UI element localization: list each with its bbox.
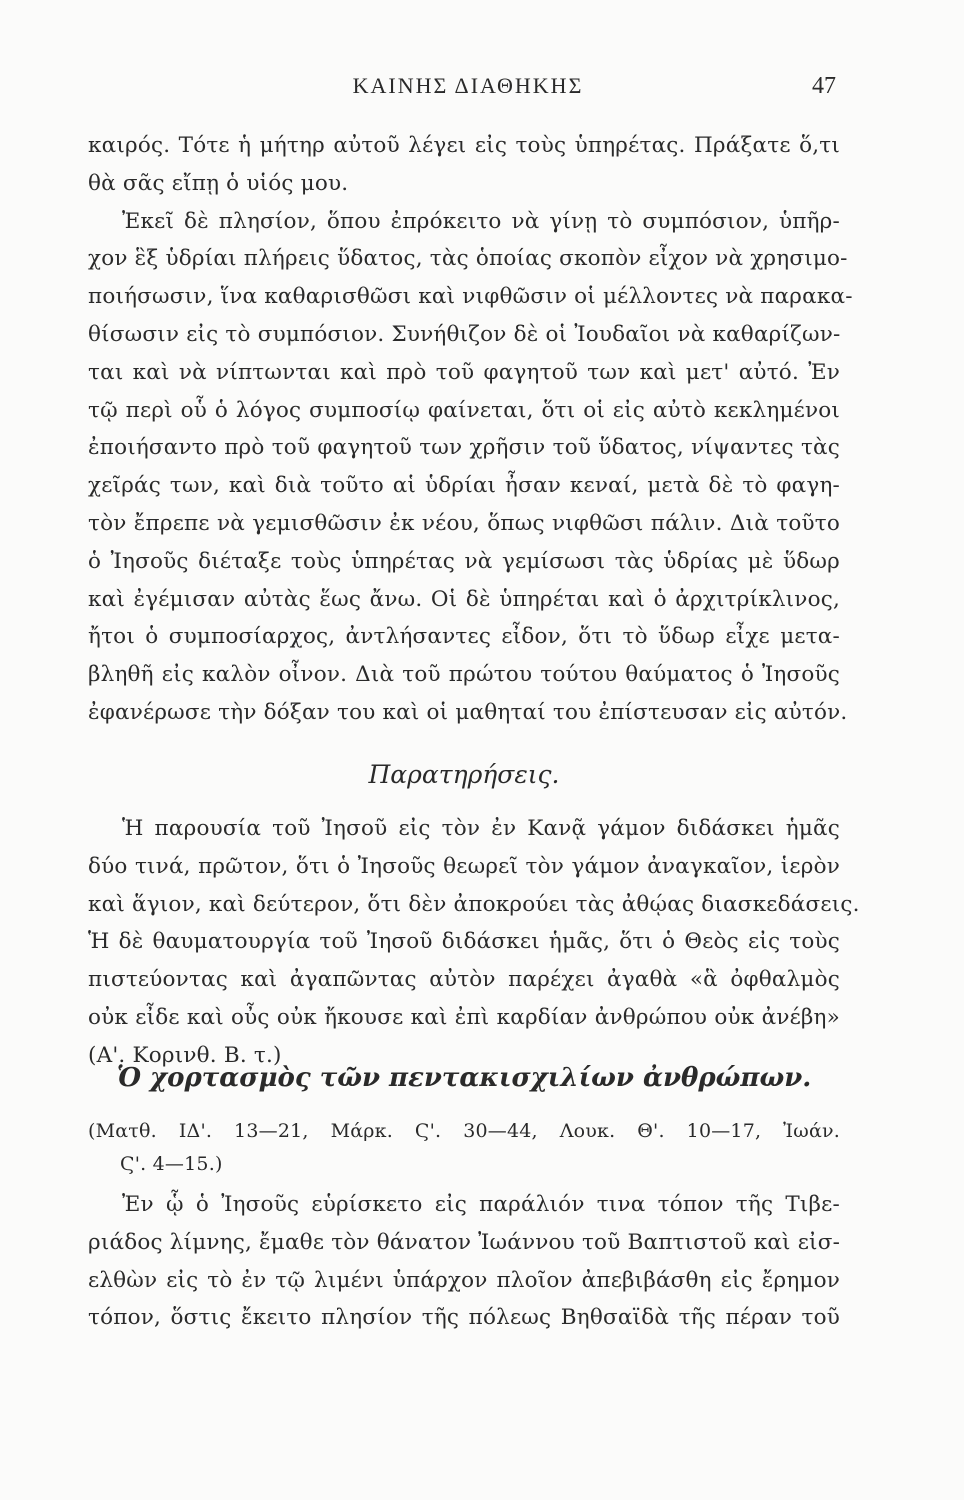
reference-line: (Ματθ. ΙΔ'. 13—21, Μάρκ. Ϛ'. 30—44, Λουκ. Θ'. 10—17, Ἰωάν. xyxy=(88,1120,840,1142)
section1-text xyxy=(88,127,853,732)
text-line: καιρός. Τότε ἡ μήτηρ αὐτοῦ λέγει εἰς τοὺς ὑπηρέτας. Πράξατε ὅ,τι xyxy=(88,133,840,158)
text-line: πιστεύοντας καὶ ἀγαπῶντας αὐτὸν παρέχει ἀγαθὰ «ἃ ὀφθαλμὸς xyxy=(88,967,840,993)
text-line: ἐποιήσαντο πρὸ τοῦ φαγητοῦ των χρῆσιν τοῦ ὕδατος, νίψαντες τὰς xyxy=(88,435,840,461)
text-line: καὶ ἐγέμισαν αὐτὰς ἕως ἄνω. Οἱ δὲ ὑπηρέται καὶ ὁ ἀρχιτρίκλινος, xyxy=(88,586,840,612)
text-line: τῷ περὶ οὗ ὁ λόγος συμποσίῳ φαίνεται, ὅτι οἱ εἰς αὐτὸ κεκλημένοι xyxy=(88,397,840,423)
text-line: δύο τινά, πρῶτον, ὅτι ὁ Ἰησοῦς θεωρεῖ τὸν γάμον ἀναγκαῖον, ἱερὸν xyxy=(88,853,840,879)
text-line: Ἡ δὲ θαυματουργία τοῦ Ἰησοῦ διδάσκει ἡμᾶς, ὅτι ὁ Θεὸς εἰς τοὺς xyxy=(88,929,840,955)
observations-heading: Παρατηρήσεις. xyxy=(368,760,560,789)
scripture-reference xyxy=(88,1115,840,1181)
text-line: (Α'. Κορινθ. Β. τ.) xyxy=(88,1042,282,1068)
observations-text xyxy=(88,810,860,1075)
text-line: ποιήσωσιν, ἵνα καθαρισθῶσι καὶ νιφθῶσιν οἱ μέλλοντες νὰ παρακα- xyxy=(88,284,853,310)
text-line: καὶ ἅγιον, καὶ δεύτερον, ὅτι δὲν ἀποκρούει τὰς ἀθῴας διασκεδάσεις. xyxy=(88,891,860,917)
page-number: 47 xyxy=(812,73,836,99)
reference-line: Ϛ'. 4—15.) xyxy=(120,1153,223,1175)
text-line: ἐφανέρωσε τὴν δόξαν του καὶ οἱ μαθηταί του ἐπίστευσαν εἰς αὐτόν. xyxy=(88,699,848,725)
text-line: χον ἓξ ὑδρίαι πλήρεις ὕδατος, τὰς ὁποίας σκοπὸν εἶχον νὰ χρησιμο- xyxy=(88,246,848,272)
page-header xyxy=(88,73,848,103)
text-line: ἤτοι ὁ συμποσίαρχος, ἀντλήσαντες εἶδον, ὅτι τὸ ὕδωρ εἶχε μετα- xyxy=(88,624,840,650)
text-line: χεῖράς των, καὶ διὰ τοῦτο αἱ ὑδρίαι ἦσαν κεναί, μετὰ δὲ τὸ φαγη- xyxy=(88,473,840,499)
running-title: ΚΑΙΝΗΣ ΔΙΑΘΗΚΗΣ xyxy=(352,73,584,98)
text-line: ὁ Ἰησοῦς διέταξε τοὺς ὑπηρέτας νὰ γεμίσωσι τὰς ὑδρίας μὲ ὕδωρ xyxy=(88,548,840,574)
text-line: Ἡ παρουσία τοῦ Ἰησοῦ εἰς τὸν ἐν Κανᾷ γάμον διδάσκει ἡμᾶς xyxy=(122,816,840,841)
section-title: Ὁ χορτασμὸς τῶν πεντακισχιλίων ἀνθρώπων. xyxy=(116,1063,812,1093)
text-line: οὐκ εἶδε καὶ οὖς οὐκ ἤκουσε καὶ ἐπὶ καρδίαν ἀνθρώπου οὐκ ἀνέβη» xyxy=(88,1004,840,1030)
text-line: θίσωσιν εἰς τὸ συμπόσιον. Συνήθιζον δὲ οἱ Ἰουδαῖοι νὰ καθαρίζων- xyxy=(88,321,841,347)
text-line: βληθῆ εἰς καλὸν οἶνον. Διὰ τοῦ πρώτου τούτου θαύματος ὁ Ἰησοῦς xyxy=(88,662,840,688)
text-line: Ἐν ᾧ ὁ Ἰησοῦς εὑρίσκετο εἰς παράλιόν τινα τόπον τῆς Τιβε- xyxy=(122,1192,840,1217)
text-line: ελθὼν εἰς τὸ ἐν τῷ λιμένι ὑπάρχον πλοῖον ἀπεβιβάσθη εἰς ἔρημον xyxy=(88,1267,840,1293)
text-line: ται καὶ νὰ νίπτωνται καὶ πρὸ τοῦ φαγητοῦ των καὶ μετ' αὐτό. Ἐν xyxy=(88,359,840,385)
section2-text xyxy=(88,1186,840,1337)
text-line: ριάδος λίμνης, ἔμαθε τὸν θάνατον Ἰωάννου τοῦ Βαπτιστοῦ καὶ εἰσ- xyxy=(88,1229,841,1255)
text-line: τὸν ἔπρεπε νὰ γεμισθῶσιν ἐκ νέου, ὅπως νιφθῶσι πάλιν. Διὰ τοῦτο xyxy=(88,510,840,536)
text-line: θὰ σᾶς εἴπῃ ὁ υἱός μου. xyxy=(88,170,349,196)
text-line: τόπον, ὅστις ἔκειτο πλησίον τῆς πόλεως Βηθσαϊδὰ τῆς πέραν τοῦ xyxy=(88,1305,840,1331)
text-line: Ἐκεῖ δὲ πλησίον, ὅπου ἐπρόκειτο νὰ γίνῃ τὸ συμπόσιον, ὑπῆρ- xyxy=(122,208,840,234)
